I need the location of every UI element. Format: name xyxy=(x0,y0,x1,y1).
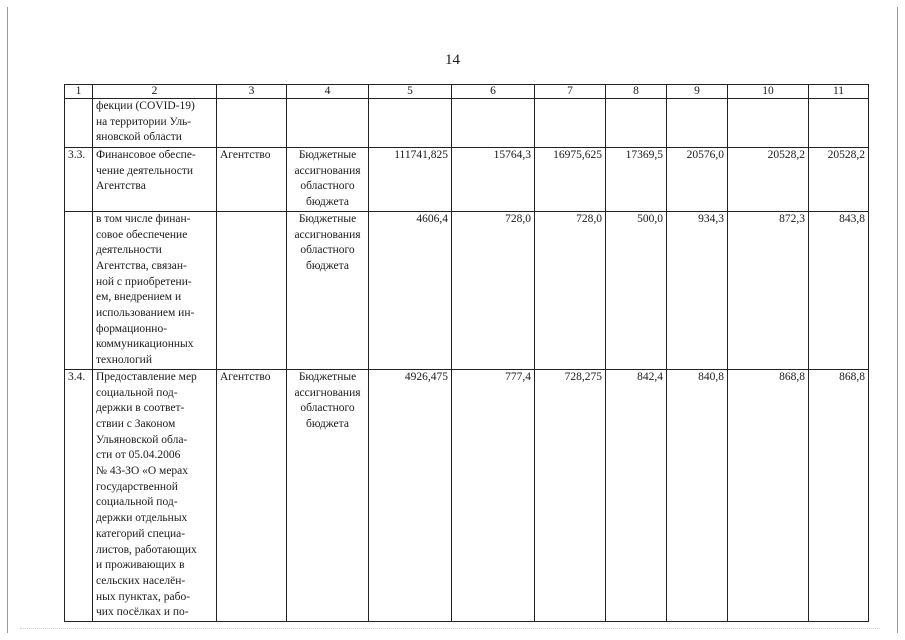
row-value: 868,8 xyxy=(728,369,809,621)
description-line: ной с приобретени- xyxy=(96,275,192,288)
description-line: формационно- xyxy=(96,322,168,335)
scan-bottom-edge xyxy=(20,628,880,631)
source-line: бюджета xyxy=(306,259,349,272)
description-line: Агентства, связан- xyxy=(96,259,187,272)
description-line: Агентства xyxy=(96,180,146,193)
description-line: листов, работающих xyxy=(96,543,197,556)
row-value: 17369,5 xyxy=(606,148,667,212)
source-line: ассигнования xyxy=(294,228,361,241)
source-line: бюджета xyxy=(306,196,349,209)
description-line: деятельности xyxy=(96,244,162,257)
description-line: сельских населён- xyxy=(96,574,186,587)
description-line: Предоставление мер xyxy=(96,370,197,383)
description-line: № 43-ЗО «О мерах xyxy=(96,465,189,478)
description-line: яновской области xyxy=(96,131,182,144)
column-header: 6 xyxy=(452,85,535,99)
row-index xyxy=(65,211,93,369)
row-value: 934,3 xyxy=(667,211,728,369)
description-line: ствии с Законом xyxy=(96,417,176,430)
row-value xyxy=(667,99,728,148)
row-value: 111741,825 xyxy=(369,148,452,212)
description-line: фекции (COVID-19) xyxy=(96,100,195,112)
column-header-row xyxy=(65,85,869,99)
row-value xyxy=(728,99,809,148)
source-line: ассигнования xyxy=(294,164,361,177)
table-row xyxy=(65,211,869,369)
row-value: 868,8 xyxy=(809,369,869,621)
page-number: 14 xyxy=(445,52,460,68)
budget-table xyxy=(64,84,869,622)
description-line: социальной под- xyxy=(96,496,178,509)
row-value: 15764,3 xyxy=(452,148,535,212)
source-line: Бюджетные xyxy=(298,212,357,225)
description-line: совое обеспечение xyxy=(96,228,188,241)
source-line: Бюджетные xyxy=(298,370,357,383)
row-index: 3.3. xyxy=(65,148,93,212)
source-line: ассигнования xyxy=(294,386,361,399)
description-line: держки отдельных xyxy=(96,512,188,525)
description-line: ем, внедрением и xyxy=(96,291,182,304)
row-value: 20528,2 xyxy=(809,148,869,212)
row-description xyxy=(93,211,217,369)
description-line: социальной под- xyxy=(96,386,178,399)
row-executor: Агентство xyxy=(217,148,287,212)
description-line: категорий специа- xyxy=(96,527,186,540)
description-line: чение деятельности xyxy=(96,164,194,177)
description-line: и проживающих в xyxy=(96,559,185,572)
row-value xyxy=(452,99,535,148)
row-value: 16975,625 xyxy=(535,148,606,212)
row-executor xyxy=(217,99,287,148)
source-line: бюджета xyxy=(306,417,349,430)
column-header: 7 xyxy=(535,85,606,99)
table-row xyxy=(65,148,869,212)
description-line: в том числе финан- xyxy=(96,212,191,225)
column-header: 1 xyxy=(65,85,93,99)
source-line: Бюджетные xyxy=(298,149,357,161)
row-value: 842,4 xyxy=(606,369,667,621)
row-value: 840,8 xyxy=(667,369,728,621)
description-line: чих посёлках и по- xyxy=(96,606,189,619)
row-index: 3.4. xyxy=(65,369,93,621)
description-line: Финансовое обеспе- xyxy=(96,149,196,161)
column-header: 11 xyxy=(809,85,869,99)
row-value xyxy=(809,99,869,148)
description-line: на территории Уль- xyxy=(96,115,192,128)
row-value: 4606,4 xyxy=(369,211,452,369)
column-header: 8 xyxy=(606,85,667,99)
row-value: 843,8 xyxy=(809,211,869,369)
column-header: 5 xyxy=(369,85,452,99)
row-description xyxy=(93,369,217,621)
row-value: 728,0 xyxy=(535,211,606,369)
row-value: 777,4 xyxy=(452,369,535,621)
column-header: 4 xyxy=(287,85,369,99)
row-value: 20528,2 xyxy=(728,148,809,212)
description-line: использованием ин- xyxy=(96,307,195,320)
description-line: держки в соответ- xyxy=(96,402,185,415)
row-value: 872,3 xyxy=(728,211,809,369)
source-line: областного xyxy=(300,180,355,193)
table-row xyxy=(65,369,869,621)
row-value: 500,0 xyxy=(606,211,667,369)
description-line: ных пунктах, рабо- xyxy=(96,590,191,603)
row-value: 4926,475 xyxy=(369,369,452,621)
table-row xyxy=(65,99,869,148)
row-executor: Агентство xyxy=(217,369,287,621)
column-header: 10 xyxy=(728,85,809,99)
row-description xyxy=(93,99,217,148)
source-line: областного xyxy=(300,402,355,415)
description-line: Ульяновской обла- xyxy=(96,433,188,446)
row-value: 728,275 xyxy=(535,369,606,621)
row-value xyxy=(535,99,606,148)
description-line: сти от 05.04.2006 xyxy=(96,449,181,462)
column-header: 9 xyxy=(667,85,728,99)
row-source xyxy=(287,211,369,369)
row-source xyxy=(287,369,369,621)
column-header: 2 xyxy=(93,85,217,99)
description-line: технологий xyxy=(96,354,152,367)
source-line: областного xyxy=(300,244,355,257)
description-line: государственной xyxy=(96,480,178,493)
row-value xyxy=(369,99,452,148)
row-value: 20576,0 xyxy=(667,148,728,212)
row-executor xyxy=(217,211,287,369)
description-line: коммуникационных xyxy=(96,338,194,351)
row-value xyxy=(606,99,667,148)
row-source xyxy=(287,148,369,212)
row-value: 728,0 xyxy=(452,211,535,369)
row-index xyxy=(65,99,93,148)
column-header: 3 xyxy=(217,85,287,99)
row-description xyxy=(93,148,217,212)
row-source xyxy=(287,99,369,148)
